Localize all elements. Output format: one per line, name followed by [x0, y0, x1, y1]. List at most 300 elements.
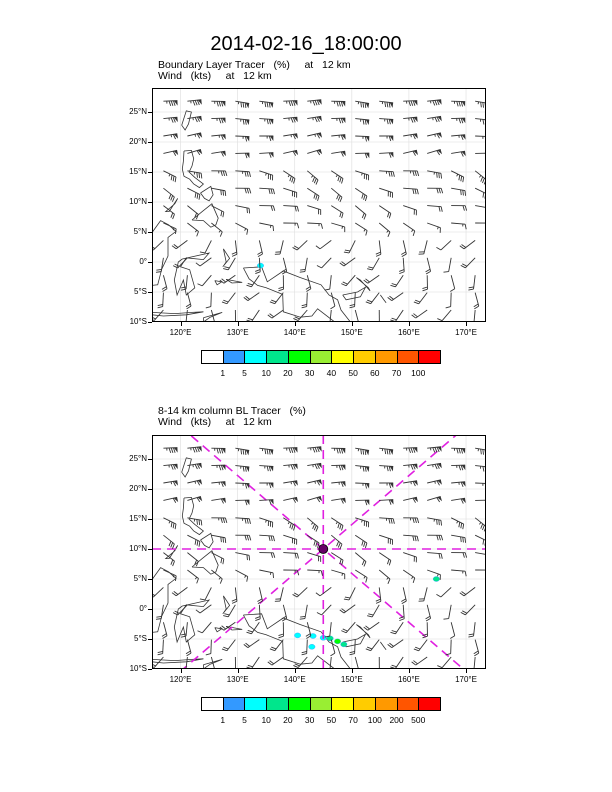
wind-barb: [331, 188, 342, 202]
wind-barb: [302, 293, 308, 308]
wind-barb: [379, 483, 393, 488]
wind-barb: [403, 497, 418, 502]
wind-barb: [460, 240, 475, 248]
colorbar-swatch: [201, 697, 224, 711]
lon-tick-label: 140°E: [283, 328, 306, 337]
wind-barb: [331, 553, 343, 566]
wind-barb: [211, 135, 225, 140]
wind-barb: [344, 587, 355, 600]
coastline-segment: [182, 458, 192, 477]
wind-barb: [379, 500, 393, 505]
wind-barb: [259, 466, 273, 472]
panel2-title-line1: 8-14 km column BL Tracer (%): [158, 405, 306, 417]
wind-barb: [206, 293, 212, 308]
lon-tick-label: 120°E: [169, 675, 192, 684]
wind-barb: [451, 135, 465, 140]
wind-barb: [156, 605, 163, 620]
wind-barb: [222, 293, 235, 304]
lat-tick-label: 10°N: [129, 197, 147, 206]
wind-barb: [187, 535, 200, 546]
wind-barb: [307, 133, 322, 138]
wind-barb: [306, 275, 311, 291]
wind-barb: [355, 153, 369, 158]
wind-barb: [163, 464, 177, 469]
tracer-field: [257, 263, 263, 268]
wind-barb: [475, 483, 486, 489]
wind-barb: [403, 481, 418, 486]
wind-barb: [220, 275, 236, 283]
lon-tick-mark: [466, 669, 467, 673]
graticule: [152, 88, 486, 322]
wind-barb: [350, 293, 356, 308]
wind-barb: [451, 206, 466, 211]
wind-barbs: [152, 447, 486, 669]
lat-tick-label: 15°N: [129, 167, 147, 176]
lon-tick-label: 130°E: [226, 328, 249, 337]
colorbar-swatch: [310, 350, 333, 364]
coastline-segment: [201, 533, 214, 547]
lat-tick-label: 10°N: [129, 544, 147, 553]
wind-barb: [187, 480, 202, 485]
wind-barb: [474, 640, 479, 656]
wind-barb: [366, 640, 379, 651]
colorbar-label: 60: [370, 368, 380, 378]
wind-barb: [211, 101, 225, 106]
wind-barb: [355, 101, 369, 108]
wind-barb: [255, 605, 260, 621]
wind-barb: [278, 622, 283, 638]
wind-barb: [283, 150, 298, 155]
wind-barb: [235, 570, 247, 582]
wind-barb: [427, 188, 442, 193]
wind-barb: [475, 518, 486, 532]
lon-tick-mark: [295, 669, 296, 673]
wind-barb: [427, 206, 442, 212]
wind-barb: [461, 605, 475, 615]
wind-barb: [307, 188, 319, 201]
wind-barb: [355, 223, 367, 235]
wind-barb: [451, 118, 465, 123]
wind-barb: [344, 240, 355, 253]
lat-tick-mark: [148, 292, 152, 293]
wind-barb: [379, 535, 392, 545]
wind-barb: [187, 206, 198, 220]
wind-barb: [317, 605, 331, 615]
coastline-segment: [174, 253, 209, 295]
wind-barb: [222, 640, 235, 651]
wind-barb: [307, 570, 322, 576]
lon-tick-label: 150°E: [340, 675, 363, 684]
colorbar-label: 5: [242, 715, 247, 725]
wind-barb: [283, 223, 298, 228]
wind-barb: [367, 258, 379, 270]
lon-tick-mark: [409, 669, 410, 673]
wind-barb: [306, 622, 311, 638]
wind-barb: [231, 310, 236, 322]
wind-barb: [390, 310, 403, 322]
lat-tick-mark: [148, 579, 152, 580]
colorbar-label: 100: [367, 715, 382, 725]
wind-barb: [268, 310, 284, 318]
wind-barb: [474, 293, 479, 309]
lat-tick-mark: [148, 112, 152, 113]
lat-tick-label: 15°N: [129, 514, 147, 523]
lat-tick-label: 5°S: [134, 634, 147, 643]
wind-barb: [300, 605, 308, 619]
colorbar-swatch: [375, 350, 398, 364]
wind-barb: [259, 153, 273, 158]
wind-barb: [354, 310, 359, 322]
wind-barb: [475, 153, 486, 158]
colorbar-swatch: [288, 697, 311, 711]
lat-tick-mark: [148, 142, 152, 143]
wind-barb: [379, 553, 391, 566]
wind-barb: [211, 535, 225, 543]
lat-tick-mark: [148, 519, 152, 520]
colorbar-label: 10: [261, 368, 271, 378]
wind-barb: [152, 587, 163, 597]
wind-barb: [374, 310, 379, 322]
wind-barb: [200, 240, 211, 252]
wind-barb: [460, 587, 475, 595]
wind-barb: [427, 480, 442, 485]
wind-barb: [451, 188, 465, 196]
wind-barb: [330, 293, 334, 309]
wind-barb: [163, 481, 178, 486]
wind-barb: [331, 482, 345, 487]
wind-barb: [187, 553, 198, 567]
wind-barb: [427, 149, 442, 155]
wind-barb: [259, 553, 274, 558]
wind-barb: [427, 223, 440, 233]
wind-barb: [403, 553, 416, 563]
wind-barb: [331, 101, 345, 106]
wind-barb: [475, 119, 486, 125]
wind-barb: [211, 482, 225, 487]
lat-tick-label: 25°N: [129, 454, 147, 463]
wind-barb: [211, 151, 226, 156]
colorbar-swatch: [266, 697, 289, 711]
wind-barb: [325, 657, 332, 669]
wind-barb: [211, 448, 225, 453]
wind-barb: [475, 136, 486, 142]
coastline-segment: [243, 267, 351, 322]
wind-barb: [390, 622, 403, 634]
colorbar-swatch: [244, 697, 267, 711]
wind-barb: [181, 657, 188, 669]
wind-barb: [307, 100, 321, 106]
wind-barb: [475, 500, 486, 505]
lat-tick-mark: [148, 262, 152, 263]
wind-barb: [403, 134, 418, 139]
wind-barb: [355, 448, 369, 455]
wind-barb: [163, 188, 174, 202]
wind-barb: [259, 119, 273, 125]
wind-barb: [257, 240, 262, 256]
wind-barb: [475, 223, 486, 228]
colorbar-label: 1: [220, 715, 226, 725]
colorbar-swatch: [331, 697, 354, 711]
wind-barb: [211, 118, 225, 123]
wind-barb: [331, 206, 343, 219]
colorbar-swatch: [353, 697, 376, 711]
wind-barb: [364, 275, 380, 283]
wind-barb: [158, 293, 164, 308]
wind-barb: [450, 622, 454, 638]
wind-barb: [259, 206, 274, 211]
wind-barb: [331, 171, 343, 184]
wind-barb: [331, 151, 346, 156]
lat-tick-label: 0°: [139, 257, 147, 266]
wind-barb: [331, 535, 342, 549]
lon-tick-label: 150°E: [340, 328, 363, 337]
wind-barb: [259, 101, 273, 108]
wind-barb: [426, 605, 431, 621]
lat-tick-label: 10°S: [129, 664, 147, 673]
wind-barb: [302, 640, 308, 655]
wind-barb: [412, 657, 428, 665]
wind-barb: [259, 483, 273, 488]
wind-barb: [469, 310, 475, 322]
colorbar-swatch: [418, 697, 441, 711]
wind-barb: [376, 240, 381, 256]
wind-barb: [307, 480, 322, 485]
lon-tick-mark: [181, 322, 182, 326]
wind-barb: [325, 622, 332, 637]
colorbar-swatch: [223, 350, 246, 364]
wind-barb: [163, 150, 178, 155]
wind-barb: [451, 498, 466, 503]
wind-barb: [307, 171, 318, 185]
tracer-blob: [433, 577, 439, 582]
wind-barb: [427, 463, 442, 469]
wind-barb: [427, 553, 442, 559]
wind-barb: [187, 447, 201, 453]
wind-barb: [187, 223, 198, 236]
lat-tick-mark: [148, 669, 152, 670]
wind-barb: [341, 622, 355, 633]
wind-barb: [331, 118, 345, 123]
lon-tick-mark: [238, 669, 239, 673]
wind-barb: [412, 310, 428, 318]
wind-barb: [275, 240, 283, 254]
wind-barb: [268, 657, 284, 665]
lon-tick-label: 170°E: [455, 675, 477, 684]
colorbar-label: 50: [326, 715, 337, 725]
wind-barb: [426, 258, 431, 274]
lat-tick-label: 5°S: [134, 287, 147, 296]
wind-barb: [257, 587, 262, 603]
wind-barb: [451, 553, 466, 558]
wind-barb: [379, 119, 393, 125]
lat-tick-label: 10°S: [129, 317, 147, 326]
tracer-blob: [309, 644, 315, 649]
lon-tick-label: 120°E: [169, 328, 192, 337]
wind-barb: [451, 570, 466, 576]
wind-barb: [379, 171, 394, 177]
wind-barb: [163, 448, 177, 453]
wind-barb: [475, 448, 486, 455]
wind-barb: [379, 153, 393, 158]
map-panel-1: [152, 88, 486, 322]
wind-barb: [307, 206, 320, 215]
lat-tick-label: 5°N: [133, 227, 147, 236]
wind-barb: [427, 100, 441, 106]
wind-barb: [366, 293, 379, 304]
wind-barb: [403, 206, 416, 216]
colorbar-label: 20: [283, 715, 293, 725]
wind-barb: [379, 223, 390, 237]
wind-barb: [427, 116, 442, 122]
colorbar-label: 5: [242, 368, 247, 378]
wind-barb: [163, 535, 174, 549]
lat-tick-mark: [148, 459, 152, 460]
wind-barb: [427, 535, 442, 540]
wind-barb: [364, 622, 380, 630]
wind-barb: [379, 101, 393, 108]
wind-barb: [211, 570, 222, 584]
wind-barb: [259, 223, 273, 231]
wind-barb: [331, 518, 343, 531]
wind-barb: [317, 258, 331, 268]
wind-barb: [331, 448, 345, 453]
wind-barb: [446, 640, 452, 655]
wind-barb: [283, 448, 297, 453]
tracer-blob: [257, 263, 263, 268]
wind-barb: [244, 640, 260, 648]
wind-barb: [198, 275, 212, 286]
wind-barb: [355, 500, 369, 505]
wind-barb: [475, 570, 486, 575]
wind-barb: [355, 483, 369, 489]
colorbar: [201, 697, 440, 727]
colorbar-swatch: [266, 350, 289, 364]
wind-barb: [390, 657, 403, 669]
wind-barb: [187, 570, 198, 583]
coastline-segment: [182, 150, 203, 187]
wind-barb: [399, 605, 404, 621]
wind-barb: [198, 622, 212, 633]
wind-barb: [379, 448, 393, 455]
wind-barb: [403, 171, 418, 176]
lon-tick-label: 160°E: [397, 328, 420, 337]
wind-barb: [200, 587, 211, 599]
wind-barb: [211, 498, 226, 503]
wind-barb: [163, 101, 177, 106]
panel1-title-line1: Boundary Layer Tracer (%) at 12 km: [158, 59, 351, 71]
lon-tick-mark: [181, 669, 182, 673]
map-canvas: [152, 435, 486, 669]
wind-barbs: [152, 100, 486, 322]
wind-barb: [163, 206, 174, 219]
colorbar-swatch: [201, 350, 224, 364]
cross-line-swne: [152, 435, 486, 669]
wind-barb: [163, 553, 174, 566]
wind-barb: [325, 275, 332, 290]
wind-barb: [355, 535, 367, 548]
wind-barb: [283, 101, 297, 106]
wind-barb: [307, 496, 322, 502]
wind-barb: [259, 136, 273, 141]
colorbar-swatch: [353, 350, 376, 364]
wind-barb: [355, 206, 366, 220]
coastline-segment: [223, 249, 230, 267]
lon-tick-mark: [466, 322, 467, 326]
coastline-segment: [182, 111, 192, 130]
wind-barb: [307, 518, 318, 532]
wind-barb: [163, 497, 178, 502]
colorbar-label: 200: [389, 715, 404, 725]
lon-tick-mark: [295, 322, 296, 326]
wind-barb: [427, 447, 441, 453]
center-marker: [319, 545, 328, 554]
wind-barb: [379, 570, 390, 584]
wind-barb: [451, 101, 465, 106]
lat-tick-mark: [148, 202, 152, 203]
wind-barb: [450, 275, 454, 291]
lat-tick-label: 20°N: [129, 484, 147, 493]
wind-barb: [283, 117, 297, 122]
coastline-segment: [174, 600, 209, 642]
wind-barb: [436, 587, 451, 597]
wind-barb: [451, 465, 465, 470]
wind-barb: [283, 481, 298, 486]
wind-barb: [401, 240, 406, 256]
wind-barb: [427, 133, 442, 138]
wind-barb: [211, 518, 226, 523]
wind-barb: [403, 150, 418, 155]
wind-barb: [403, 188, 418, 194]
colorbar-label: 50: [348, 368, 358, 378]
lat-tick-label: 5°N: [133, 574, 147, 583]
lon-tick-label: 130°E: [226, 675, 249, 684]
lon-tick-mark: [238, 322, 239, 326]
colorbar-label: 100: [411, 368, 426, 378]
wind-barb: [446, 293, 452, 308]
coastline-segment: [223, 596, 230, 614]
wind-barb: [451, 151, 466, 156]
wind-barb: [163, 134, 178, 139]
wind-barb: [475, 466, 486, 472]
lat-tick-mark: [148, 609, 152, 610]
wind-barb: [468, 622, 475, 637]
wind-barb: [443, 258, 451, 272]
wind-barb: [163, 171, 176, 182]
wind-barb: [437, 657, 451, 668]
wind-barb: [469, 657, 475, 669]
wind-barb: [247, 657, 260, 669]
wind-barb: [283, 553, 298, 559]
tracer-blob: [341, 642, 347, 647]
colorbar-swatch: [397, 350, 420, 364]
wind-barb: [162, 275, 167, 291]
colorbar-swatch: [310, 697, 333, 711]
wind-barb: [187, 133, 202, 138]
wind-barb: [367, 605, 379, 617]
wind-barb: [475, 206, 486, 213]
wind-barb: [475, 188, 486, 199]
coastline-segment: [166, 545, 178, 558]
lon-tick-label: 170°E: [455, 328, 477, 337]
wind-barb: [187, 100, 201, 106]
wind-barb: [211, 223, 222, 237]
lat-tick-label: 20°N: [129, 137, 147, 146]
wind-barb: [350, 640, 356, 655]
map-frame: [153, 89, 486, 322]
wind-barb: [403, 101, 417, 106]
tracer-blob: [294, 633, 300, 638]
wind-barb: [414, 640, 427, 651]
